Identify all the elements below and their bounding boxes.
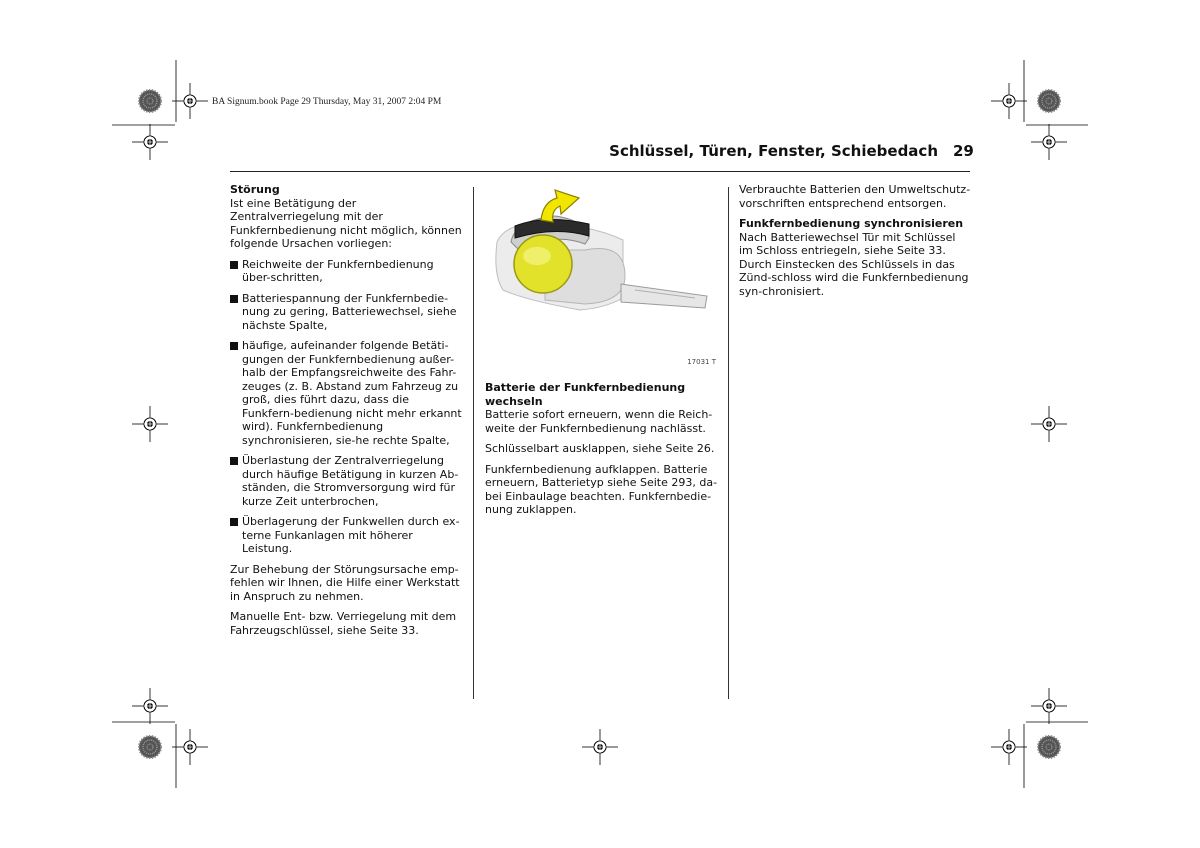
column-divider [728,187,729,699]
registration-mark-icon [172,729,208,765]
body-paragraph: Zur Behebung der Störungsursache emp-fehlen wir Ihnen, die Hilfe einer Werkstatt in Anspruch zu nehmen. [230,562,460,603]
body-paragraph: Verbrauchte Batterien den Umweltschutz-vorschriften entsprechend entsorgen. [739,183,971,210]
color-target-icon [1038,736,1060,758]
body-paragraph: Ist eine Betätigung der Zentralverriegelung mit der Funkfernbedienung nicht möglich, können folgende Ursachen vorliegen: [230,196,462,250]
print-slug: BA Signum.book Page 29 Thursday, May 31, 2007 2:04 PM [212,97,442,107]
key-battery-illustration [485,180,717,370]
registration-mark-icon [172,83,208,119]
running-title: Schlüssel, Türen, Fenster, Schiebedach [609,142,938,160]
column-1 [230,183,462,644]
registration-mark-icon [991,83,1027,119]
color-target-icon [139,90,161,112]
list-item: häufige, aufeinander folgende Betäti-gungen der Funkfernbedienung außer-halb der Empfangsreichweite des Fahr-zeuges (z. B. Abstand zum Fahrzeug zu groß, dies führt dazu, dass die Funkfern-bedienung nicht mehr erkannt wird). Funkfernbedienung synchronisieren, sie-he rechte Spalte, [230,339,462,447]
column-3 [739,183,971,305]
body-paragraph: Manuelle Ent- bzw. Verriegelung mit dem Fahrzeugschlüssel, siehe Seite 33. [230,610,457,637]
registration-mark-icon [1031,124,1067,160]
registration-mark-icon [132,406,168,442]
cause-list [230,258,462,556]
column-2 [485,381,719,524]
section-heading: Störung [230,183,280,196]
list-item: Überlastung der Zentralverriegelung durch häufige Betätigung in kurzen Ab-ständen, die Stromversorgung wird für kurze Zeit unterbrochen, [230,454,462,508]
list-item: Überlagerung der Funkwellen durch ex-terne Funkanlagen mit höherer Leistung. [230,515,462,556]
registration-mark-icon [1031,406,1067,442]
color-target-icon [139,736,161,758]
body-paragraph: Nach Batteriewechsel Tür mit Schlüssel im Schloss entriegeln, siehe Seite 33. Durch Einstecken des Schlüssels in das Zünd-schloss wird die Funkfernbedienung syn-chronisiert. [739,230,969,298]
section-heading: Funkfernbedienung synchronisieren [739,217,964,230]
body-paragraph: Batterie sofort erneuern, wenn die Reich-weite der Funkfernbedienung nachlässt. [485,408,713,435]
registration-mark-icon [132,124,168,160]
registration-mark-icon [582,729,618,765]
column-divider [473,187,474,699]
registration-mark-icon [132,688,168,724]
list-item: Batteriespannung der Funkfernbedie-nung zu gering, Batteriewechsel, siehe nächste Spalte, [230,292,462,333]
list-item: Reichweite der Funkfernbedienung über-schritten, [230,258,462,285]
body-paragraph: Funkfernbedienung aufklappen. Batterie erneuern, Batterietyp siehe Seite 293, da-bei Einbaulage beachten. Funkfernbedie-nung zuklappen. [485,462,718,516]
page-number: 29 [953,142,974,160]
figure-code: 17031 T [687,358,716,366]
header-rule [230,171,970,172]
registration-mark-icon [1031,688,1067,724]
body-paragraph: Schlüsselbart ausklappen, siehe Seite 26. [485,442,715,455]
registration-mark-icon [991,729,1027,765]
color-target-icon [1038,90,1060,112]
section-heading: Batterie der Funkfernbedienung wechseln [485,381,686,408]
